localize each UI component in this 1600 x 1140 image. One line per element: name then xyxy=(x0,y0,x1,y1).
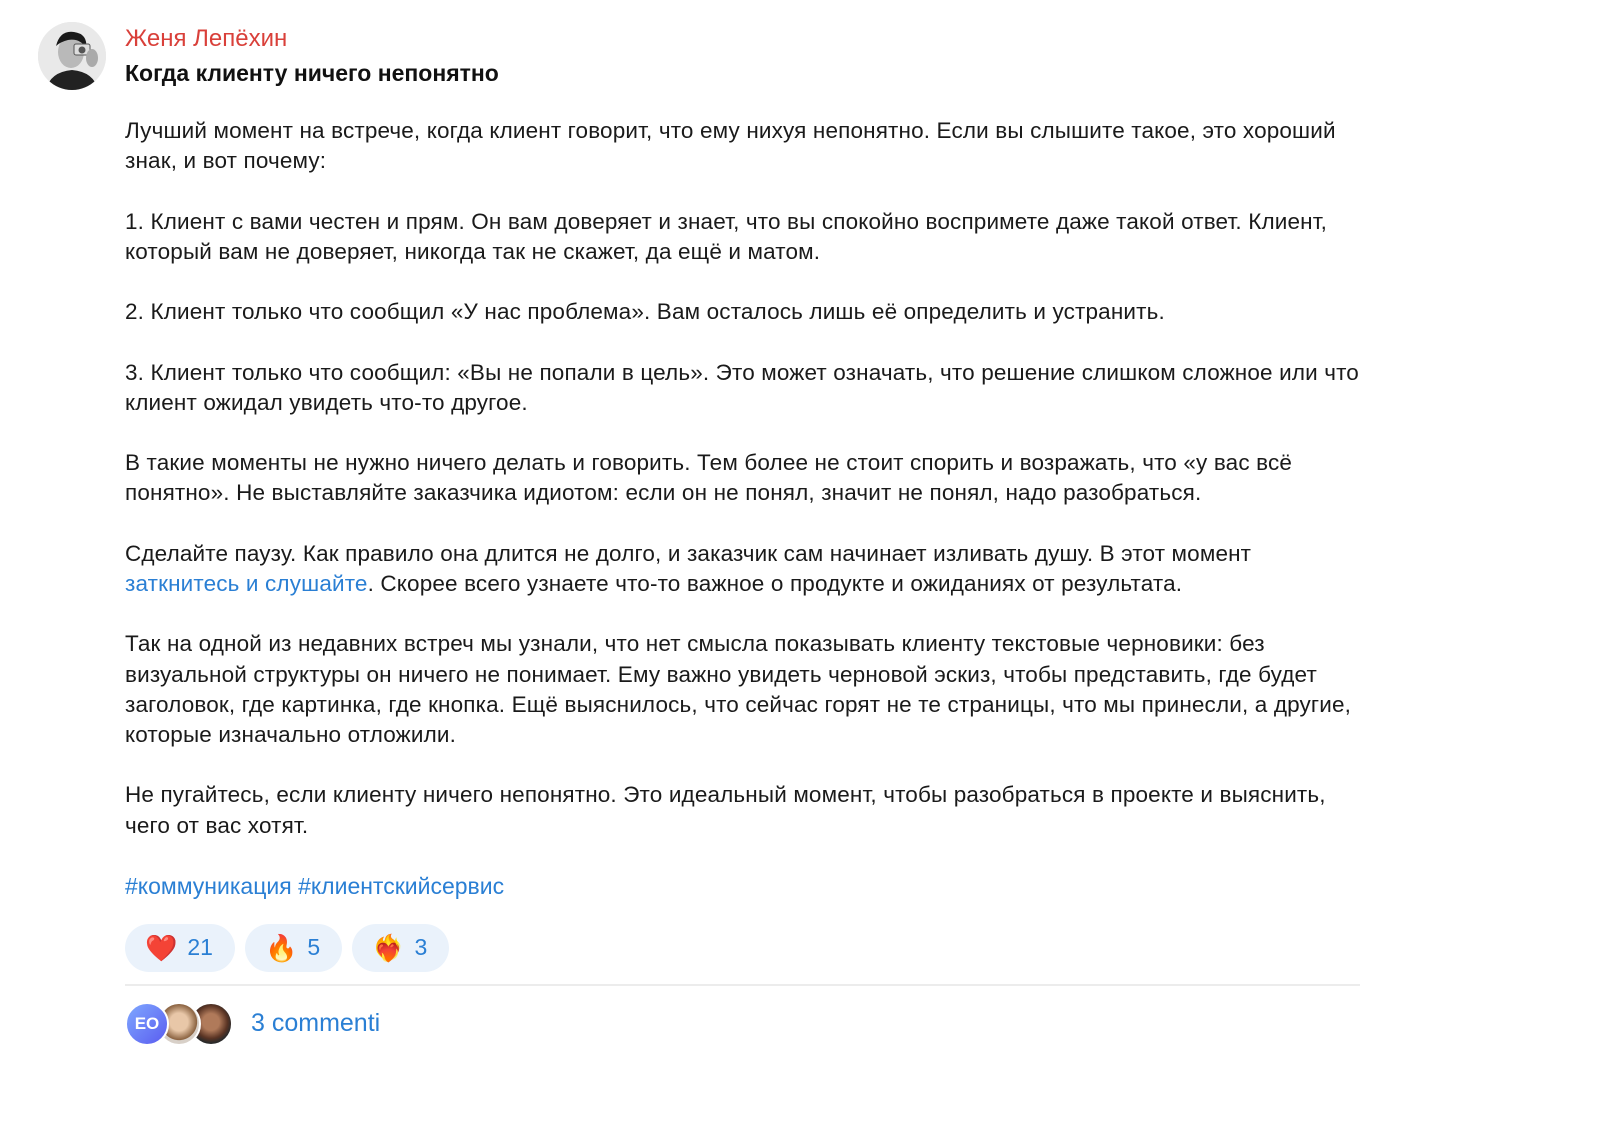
hashtag-link[interactable]: #клиентскийсервис xyxy=(298,872,505,899)
paragraph-with-link xyxy=(125,539,1370,599)
heart-on-fire-icon: ❤️‍🔥 xyxy=(372,932,405,963)
reaction-count: 21 xyxy=(187,934,213,961)
divider xyxy=(125,984,1360,986)
author-name[interactable]: Женя Лепёхин xyxy=(125,25,288,52)
paragraph: Лучший момент на встрече, когда клиент говорит, что ему нихуя непонятно. Если вы слышите такое, это хороший знак, и вот почему: xyxy=(125,118,1336,174)
text: Сделайте паузу. Как правило она длится не долго, и заказчик сам начинает изливать душу. В этот момент xyxy=(125,540,1252,566)
reaction-fire-button[interactable] xyxy=(245,924,342,972)
post-body xyxy=(125,116,1370,841)
paragraph: В такие моменты не нужно ничего делать и говорить. Тем более не стоит спорить и возражать, что «у вас всё понятно». Не выставляйте заказчика идиотом: если он не понял, значит не понял, надо разобраться. xyxy=(125,450,1293,506)
fire-icon: 🔥 xyxy=(264,932,298,963)
paragraph: 2. Клиент только что сообщил «У нас проблема». Вам осталось лишь её определить и устранить. xyxy=(125,299,1165,325)
post-title: Когда клиенту ничего непонятно xyxy=(125,60,499,86)
reaction-count: 5 xyxy=(307,934,321,961)
commenter-avatar: EO xyxy=(125,1002,169,1046)
author-avatar[interactable] xyxy=(38,22,106,90)
text: . Скорее всего узнаете что-то важное о продукте и ожиданиях от результата. xyxy=(367,570,1183,596)
red-heart-icon: ❤️ xyxy=(145,932,178,963)
reaction-heart-button[interactable] xyxy=(125,924,235,972)
hashtags xyxy=(125,871,1370,901)
reaction-heart-on-fire-button[interactable] xyxy=(352,924,449,972)
comments-row[interactable] xyxy=(125,1002,1370,1046)
paragraph: 3. Клиент только что сообщил: «Вы не попали в цель». Это может означать, что решение слишком сложное или что клиент ожидал увидеть что-то другое. xyxy=(125,359,1359,415)
author-photo xyxy=(38,22,106,90)
paragraph: Так на одной из недавних встреч мы узнали, что нет смысла показывать клиенту текстовые черновики: без визуальной структуры он ничего не понимает. Ему важно увидеть черновой эскиз, чтобы представить, где будет заголовок, где картинка, где кнопка. Ещё выяснилось, что сейчас горят не те страницы, что мы принесли, а другие, которые изначально отложили. xyxy=(125,631,1352,747)
paragraph: 1. Клиент с вами честен и прям. Он вам доверяет и знает, что вы спокойно воспримете даже такой ответ. Клиент, который вам не доверяет, никогда так не скажет, да ещё и матом. xyxy=(125,208,1328,264)
paragraph: Не пугайтесь, если клиенту ничего непонятно. Это идеальный момент, чтобы разобраться в проекте и выяснить, чего от вас хотят. xyxy=(125,782,1326,838)
reaction-count: 3 xyxy=(414,934,428,961)
comments-link[interactable]: 3 commenti xyxy=(251,1009,381,1038)
reactions-bar xyxy=(125,924,1370,972)
post xyxy=(125,22,1370,1046)
inline-link[interactable]: заткнитесь и слушайте xyxy=(125,570,368,596)
hashtag-link[interactable]: #коммуникация xyxy=(125,872,292,899)
